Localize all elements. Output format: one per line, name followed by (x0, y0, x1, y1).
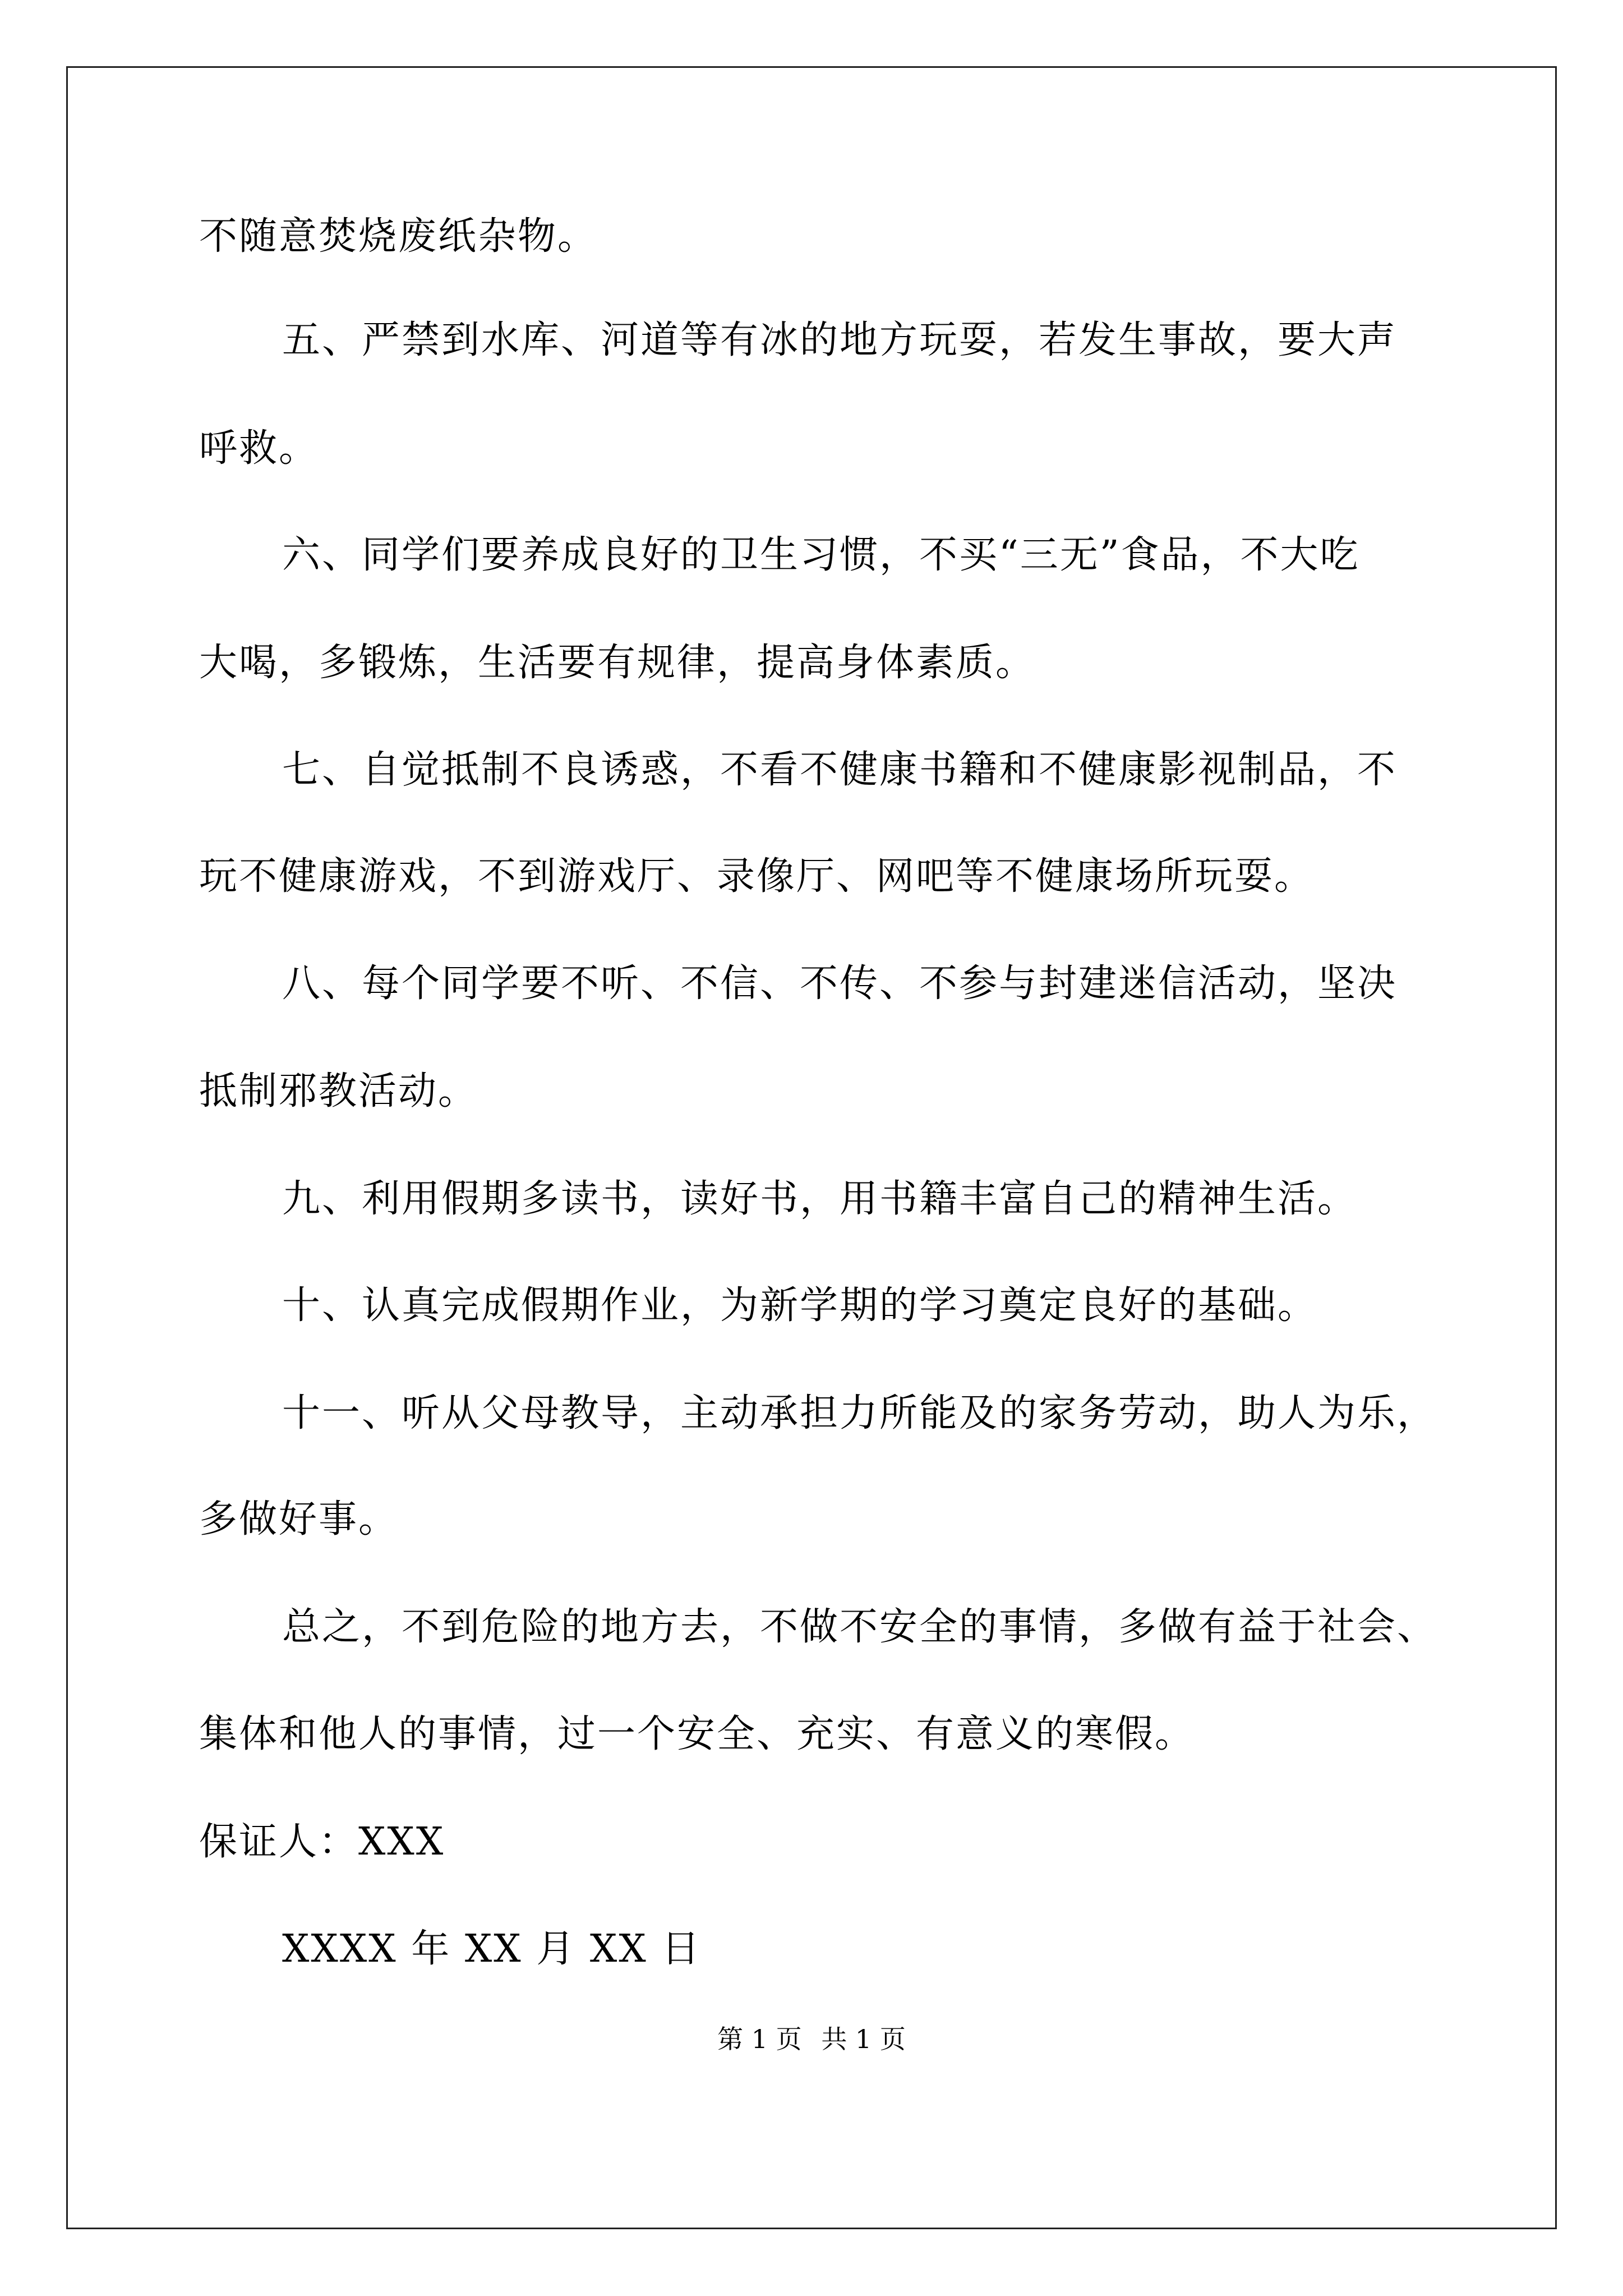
text-line: 多做好事。 (199, 1497, 399, 1542)
text-line: 八、每个同学要不听、不信、不传、不参与封建迷信活动，坚决 (282, 961, 1398, 1006)
text-line: 十一、听从父母教导，主动承担力所能及的家务劳动，助人为乐， (282, 1391, 1437, 1435)
text-line: 大喝，多锻炼，生活要有规律，提高身体素质。 (199, 641, 1036, 685)
text-line: 抵制邪教活动。 (199, 1069, 478, 1114)
page-number: 第 1 页 (717, 2024, 802, 2054)
text-line: 总之，不到危险的地方去，不做不安全的事情，多做有益于社会、 (282, 1605, 1437, 1649)
text-line: 十、认真完成假期作业，为新学期的学习奠定良好的基础。 (282, 1283, 1318, 1328)
text-line: 五、严禁到水库、河道等有冰的地方玩耍，若发生事故，要大声 (282, 318, 1398, 362)
page-border (66, 66, 1557, 2229)
text-line: 集体和他人的事情，过一个安全、充实、有意义的寒假。 (199, 1712, 1195, 1756)
text-line: 七、自觉抵制不良诱惑，不看不健康书籍和不健康影视制品，不 (282, 748, 1398, 792)
text-line: 玩不健康游戏，不到游戏厅、录像厅、网吧等不健康场所玩耍。 (199, 854, 1315, 899)
text-line: 呼救。 (199, 426, 319, 471)
signatory-line: 保证人：XXX (199, 1820, 445, 1864)
text-line: 六、同学们要养成良好的卫生习惯，不买“三无”食品，不大吃 (282, 533, 1360, 577)
text-line: 九、利用假期多读书，读好书，用书籍丰富自己的精神生活。 (282, 1177, 1358, 1221)
page-total: 共 1 页 (821, 2024, 906, 2054)
page-footer (0, 2022, 1623, 2056)
date-line: XXXX 年 XX 月 XX 日 (282, 1927, 702, 1971)
text-line: 不随意焚烧废纸杂物。 (199, 214, 598, 259)
